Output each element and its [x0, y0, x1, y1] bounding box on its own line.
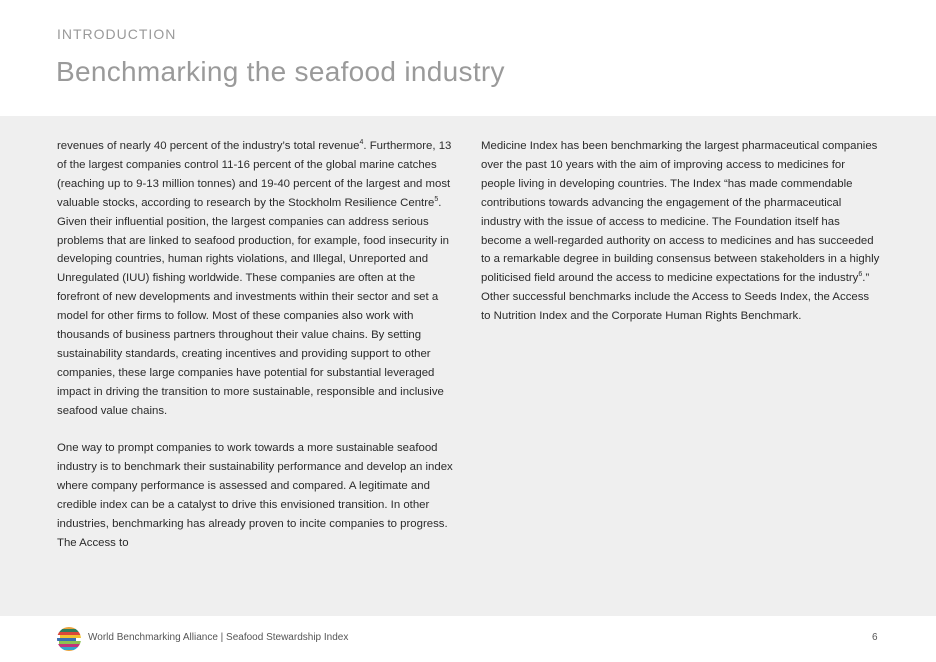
- footnote-ref[interactable]: 5: [434, 195, 439, 203]
- paragraph-text: .” Other successful benchmarks include the Access to Seeds Index, the Access to Nutrition Index and the Corporate Human Rights Benchmark.: [481, 272, 870, 323]
- paragraph: [481, 137, 881, 326]
- page-title: Benchmarking the seafood industry: [56, 56, 505, 87]
- wba-globe-logo-icon: [56, 626, 82, 652]
- paragraph-text: Medicine Index has been benchmarking the largest pharmaceutical companies over the past 10 years with the aim of improving access to medicines for people living in developing countries. The Index “has made commendable contributions towards advancing the engagement of the pharmaceutical industry with the issue of access to medicine. The Foundation itself has become a well-regarded authority on access to medicines and has succeeded to a remarkable degree in building consensus between stakeholders in a highly politicised field around the access to medicine expectations for the industry: [481, 140, 880, 285]
- footer-text: World Benchmarking Alliance | Seafood Stewardship Index: [88, 632, 349, 643]
- page-number: 6: [872, 632, 878, 643]
- left-column: [57, 137, 457, 572]
- paragraph: One way to prompt companies to work towards a more sustainable seafood industry is to benchmark their sustainability performance and develop an index where company performance is assessed and compared. A legitimate and credible index can be a catalyst to drive this envisioned transition. In other industries, benchmarking has already proven to incite companies to progress. The Access to: [57, 442, 453, 550]
- footnote-ref[interactable]: 6: [858, 271, 863, 279]
- section-label: INTRODUCTION: [57, 26, 177, 42]
- right-column: [481, 137, 881, 345]
- paragraph: [57, 137, 457, 421]
- paragraph-text: . Given their influential position, the largest companies can address serious problems that are linked to seafood production, for example, food insecurity in developing countries, human rights violations, and Illegal, Unreported and Unregulated (IUU) fishing worldwide. These companies are often at the forefront of new developments and investments within their sector and set a model for other firms to follow. Most of these companies also work with thousands of business partners throughout their value chains. By setting sustainability standards, creating incentives and providing support to other companies, these large companies have potential for substantial leveraged impact in driving the transition to more sustainable, responsible and inclusive seafood value chains.: [57, 196, 449, 417]
- footnote-ref[interactable]: 4: [359, 139, 364, 146]
- paragraph-text: revenues of nearly 40 percent of the industry’s total revenue: [57, 140, 360, 152]
- paragraph-text: . Furthermore, 13 of the largest companies control 11-16 percent of the global marine catches (reaching up to 9-13 million tonnes) and 19-40 percent of the largest and most valuable stocks, according to research by the Stockholm Resilience Centre: [57, 140, 452, 209]
